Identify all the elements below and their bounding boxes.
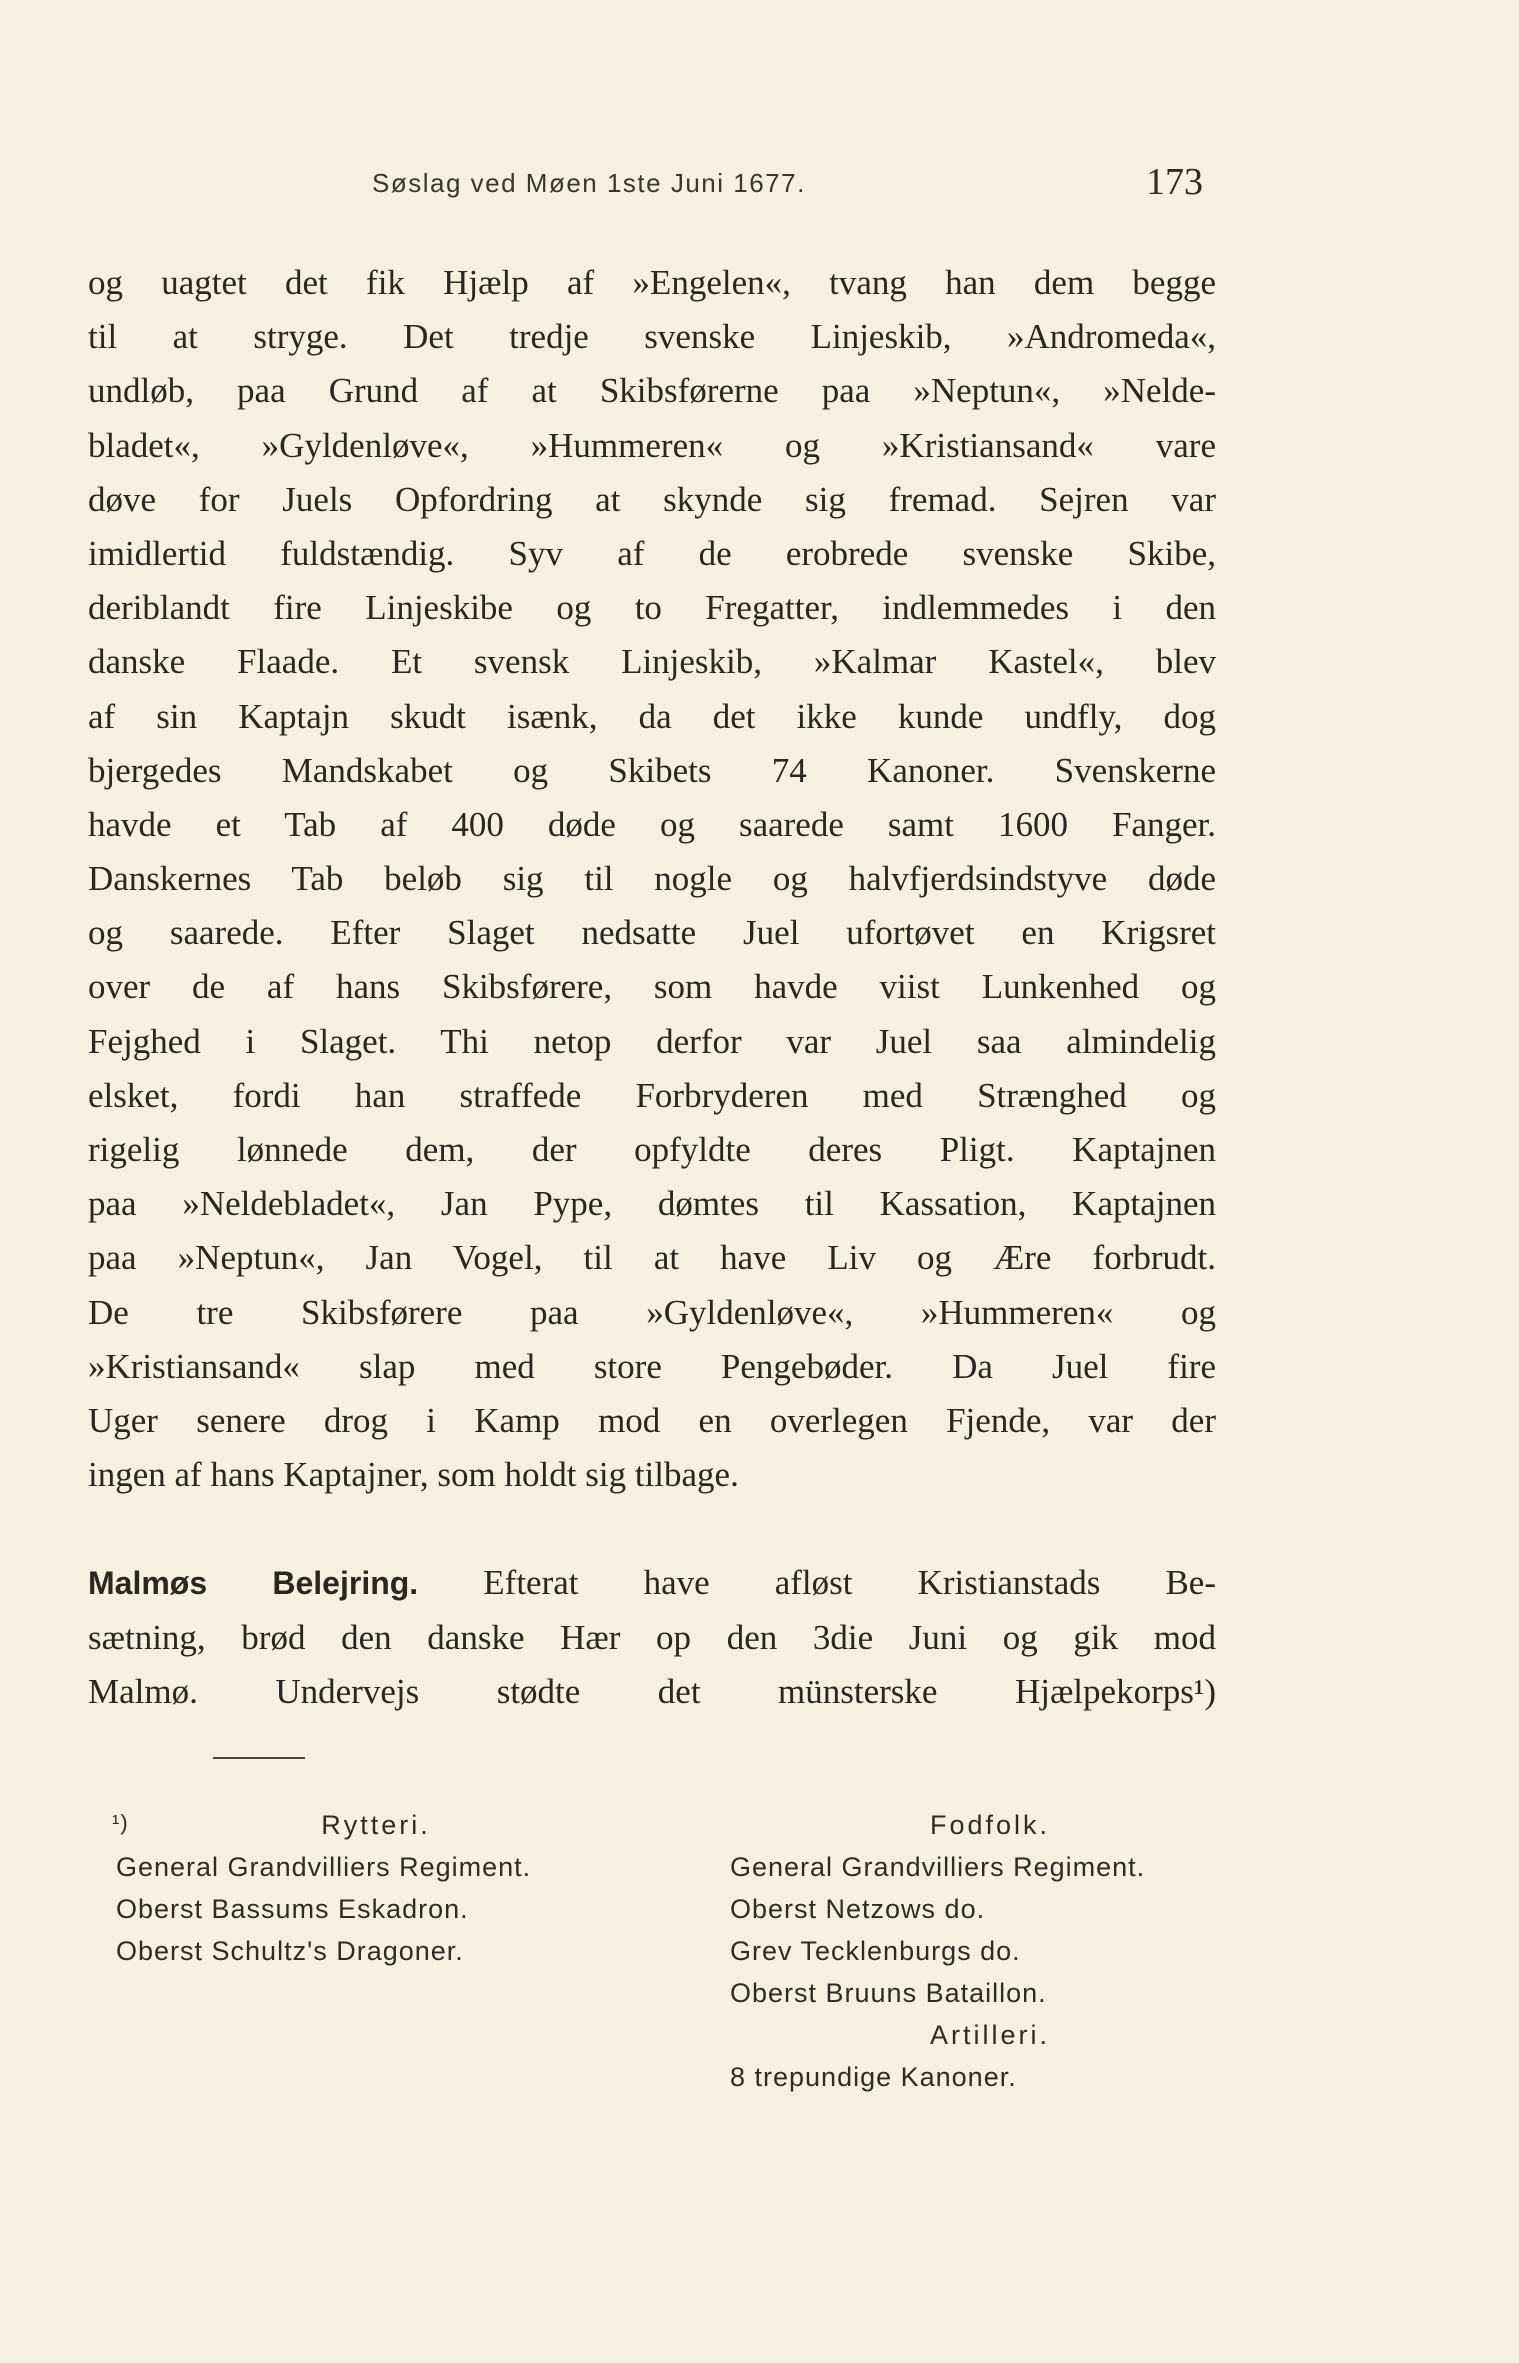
text-line: paa »Neldebladet«, Jan Pype, dømtes til Kassation, Kaptajnen	[88, 1184, 1216, 1224]
footnote-line: Oberst Bassums Eskadron.	[116, 1894, 469, 1924]
footnote-line: General Grandvilliers Regiment.	[116, 1852, 532, 1882]
text-line: over de af hans Skibsførere, som havde viist Lunkenhed og	[88, 967, 1216, 1007]
text-line: rigelig lønnede dem, der opfyldte deres Pligt. Kaptajnen	[88, 1130, 1216, 1169]
text-fragment: Efterat have afløst Kristianstads Be-	[483, 1563, 1216, 1603]
text-line: undløb, paa Grund af at Skibsførerne paa »Neptun«, »Nelde-	[88, 371, 1216, 411]
footnote-line: Oberst Bruuns Bataillon.	[730, 1978, 1047, 2008]
footnote-right-column	[730, 1804, 1250, 2098]
footnote-left-column	[112, 1804, 636, 1972]
footnote-heading: Rytteri.	[321, 1810, 431, 1840]
text-line: døve for Juels Opfordring at skynde sig fremad. Sejren var	[88, 479, 1216, 519]
text-line: bladet«, »Gyldenløve«, »Hummeren« og »Kristiansand« vare	[88, 425, 1216, 465]
text-line: og saarede. Efter Slaget nedsatte Juel ufortøvet en Krigsret	[88, 913, 1216, 953]
text-line: imidlertid fuldstændig. Syv af de erobrede svenske Skibe,	[88, 533, 1216, 573]
footnote-heading: Fodfolk.	[929, 1810, 1051, 1840]
footnote-heading: Artilleri.	[929, 2020, 1050, 2050]
text-line: elsket, fordi han straffede Forbryderen med Strænghed og	[88, 1075, 1216, 1115]
text-line: til at stryge. Det tredje svenske Linjeskib, »Andromeda«,	[88, 317, 1216, 357]
text-line: Malmø. Undervejs stødte det münsterske Hjælpekorps¹)	[88, 1671, 1216, 1711]
text-line: Uger senere drog i Kamp mod en overlegen Fjende, var der	[88, 1400, 1216, 1440]
footnote-line: Oberst Netzows do.	[730, 1894, 986, 1924]
text-line: havde et Tab af 400 døde og saarede samt 1600 Fanger.	[88, 804, 1216, 844]
text-line: bjergedes Mandskabet og Skibets 74 Kanoner. Svenskerne	[88, 750, 1216, 790]
text-line: Danskernes Tab beløb sig til nogle og halvfjerdsindstyve døde	[88, 859, 1216, 899]
footnote-line: General Grandvilliers Regiment.	[730, 1852, 1146, 1882]
footnote-line: Oberst Schultz's Dragoner.	[116, 1936, 464, 1966]
section-first-line	[88, 1556, 1216, 1610]
text-line: sætning, brød den danske Hær op den 3die Juni og gik mod	[88, 1617, 1216, 1657]
text-line: paa »Neptun«, Jan Vogel, til at have Liv og Ære forbrudt.	[88, 1238, 1216, 1278]
page-number: 173	[1146, 161, 1203, 203]
text-line: deriblandt fire Linjeskibe og to Fregatter, indlemmedes i den	[88, 588, 1216, 628]
text-line: og uagtet det fik Hjælp af »Engelen«, tvang han dem begge	[88, 263, 1216, 302]
text-line: danske Flaade. Et svensk Linjeskib, »Kalmar Kastel«, blev	[88, 642, 1216, 682]
running-header: Søslag ved Møen 1ste Juni 1677.	[372, 168, 806, 198]
footnote-divider	[213, 1757, 305, 1759]
section-heading: Malmøs Belejring.	[88, 1565, 419, 1602]
footnote-line: 8 trepundige Kanoner.	[730, 2062, 1017, 2092]
footnote-marker: ¹)	[112, 1810, 129, 1835]
footnote-line: Grev Tecklenburgs do.	[730, 1936, 1021, 1966]
text-line: Fejghed i Slaget. Thi netop derfor var Juel saa almindelig	[88, 1021, 1216, 1061]
text-line: De tre Skibsførere paa »Gyldenløve«, »Hummeren« og	[88, 1292, 1216, 1332]
text-line: af sin Kaptajn skudt isænk, da det ikke kunde undfly, dog	[88, 696, 1216, 736]
text-line: »Kristiansand« slap med store Pengebøder. Da Juel fire	[88, 1346, 1216, 1386]
text-line: ingen af hans Kaptajner, som holdt sig tilbage.	[88, 1455, 739, 1495]
body-text	[88, 256, 1216, 1719]
